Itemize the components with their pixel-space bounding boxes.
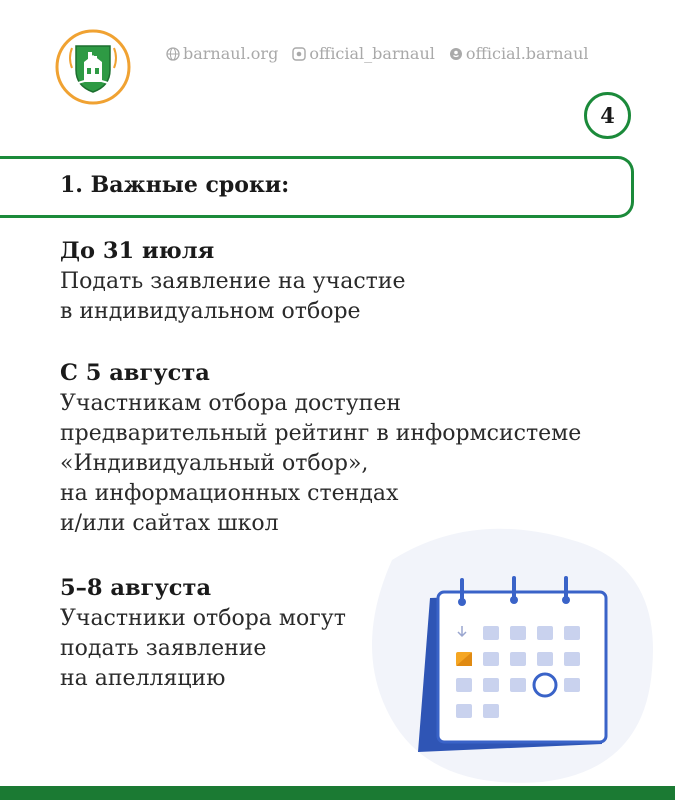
bottom-stripe	[0, 786, 675, 800]
deadline-text-line: Подать заявление на участие	[60, 269, 406, 294]
deadline-text-line: на информационных стендах	[60, 481, 399, 506]
city-logo	[54, 28, 132, 106]
deadline-heading: 5–8 августа	[60, 575, 212, 601]
social-website-label: barnaul.org	[183, 44, 279, 63]
barnaul-coat-of-arms-icon	[54, 28, 132, 106]
calendar-icon	[352, 520, 675, 790]
deadline-text-line: в индивидуальном отборе	[60, 299, 361, 324]
deadline-text-line: Участникам отбора доступен	[60, 391, 402, 416]
vk-icon	[292, 47, 306, 61]
deadline-block-august-5	[60, 358, 581, 539]
calendar-illustration	[352, 520, 675, 790]
deadline-text-line: на апелляцию	[60, 666, 226, 691]
deadline-block-august-5-8	[60, 573, 346, 694]
social-website[interactable]	[166, 44, 278, 63]
globe-icon	[166, 47, 180, 61]
deadline-text-line: предварительный рейтинг в информсистеме	[60, 421, 582, 446]
social-odnoklassniki-label: official.barnaul	[465, 44, 589, 63]
deadline-block-july	[60, 236, 406, 327]
deadline-text-line: и/или сайтах школ	[60, 511, 279, 536]
deadline-heading: С 5 августа	[60, 360, 210, 386]
social-odnoklassniki[interactable]	[449, 44, 589, 63]
deadline-text-line: подать заявление	[60, 636, 267, 661]
odnoklassniki-icon	[449, 47, 463, 61]
page-number-badge: 4	[584, 92, 631, 139]
deadline-heading: До 31 июля	[60, 238, 215, 264]
social-vk[interactable]	[292, 44, 435, 63]
deadline-text-line: «Индивидуальный отбор»,	[60, 451, 369, 476]
section-title: 1. Важные сроки:	[60, 172, 290, 198]
deadline-text-line: Участники отбора могут	[60, 606, 346, 631]
social-links	[166, 44, 589, 63]
social-vk-label: official_barnaul	[309, 44, 435, 63]
